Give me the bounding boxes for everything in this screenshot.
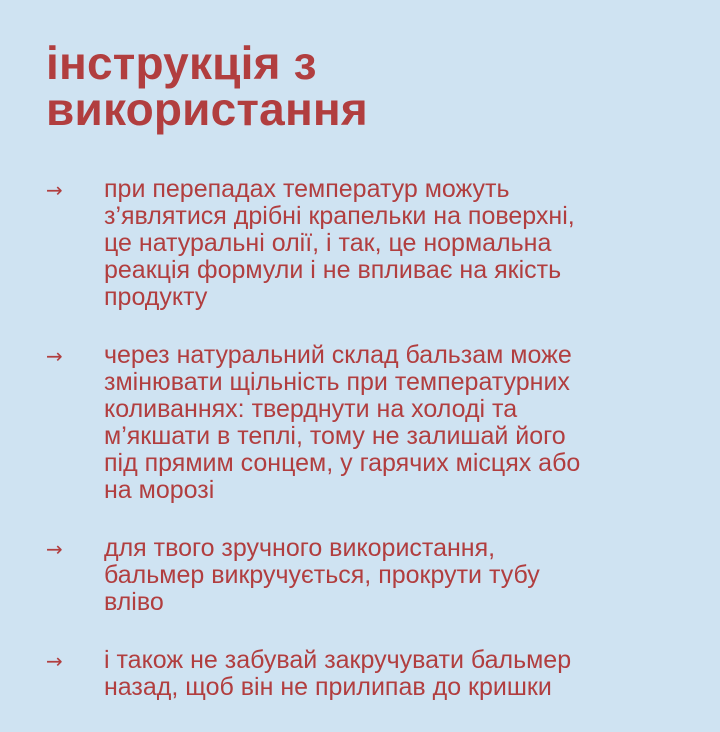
instruction-text-2 (104, 342, 686, 504)
instruction-line: це натуральні олії, і так, це нормальна (104, 229, 552, 257)
instruction-line: для твого зручного використання, (104, 534, 496, 562)
instruction-text-1 (104, 176, 686, 311)
instruction-line: м’якшати в теплі, тому не залишай його (104, 422, 566, 450)
instruction-item-4 (46, 647, 686, 701)
instruction-line: на морозі (104, 476, 215, 504)
instruction-line: і також не забувай закручувати бальмер (104, 646, 572, 674)
instruction-line: коливаннях: тверднути на холоді та (104, 395, 518, 423)
instruction-item-1 (46, 176, 686, 311)
instructions-list (46, 176, 686, 732)
title-line-1: інструкція з (46, 37, 317, 89)
arrow-right-icon: → (46, 537, 63, 561)
instruction-line: бальмер викручується, прокрути тубу (104, 561, 540, 589)
instruction-line: продукту (104, 283, 208, 311)
arrow-right-icon: → (46, 649, 63, 673)
instruction-item-3 (46, 535, 686, 616)
instruction-line: вліво (104, 588, 164, 616)
arrow-right-icon: → (46, 344, 63, 368)
instruction-line: назад, щоб він не прилипав до кришки (104, 673, 552, 701)
instruction-line: реакція формули і не впливає на якість (104, 256, 562, 284)
instruction-line: з’являтися дрібні крапельки на поверхні, (104, 202, 575, 230)
instruction-text-3 (104, 535, 686, 616)
page-title (46, 37, 666, 135)
title-line-2: використання (46, 83, 368, 135)
instruction-line: під прямим сонцем, у гарячих місцях або (104, 449, 581, 477)
instruction-line: при перепадах температур можуть (104, 175, 510, 203)
instruction-text-4 (104, 647, 686, 701)
instruction-line: змінювати щільність при температурних (104, 368, 570, 396)
instruction-item-2 (46, 342, 686, 504)
arrow-right-icon: → (46, 178, 63, 202)
instruction-line: через натуральний склад бальзам може (104, 341, 572, 369)
